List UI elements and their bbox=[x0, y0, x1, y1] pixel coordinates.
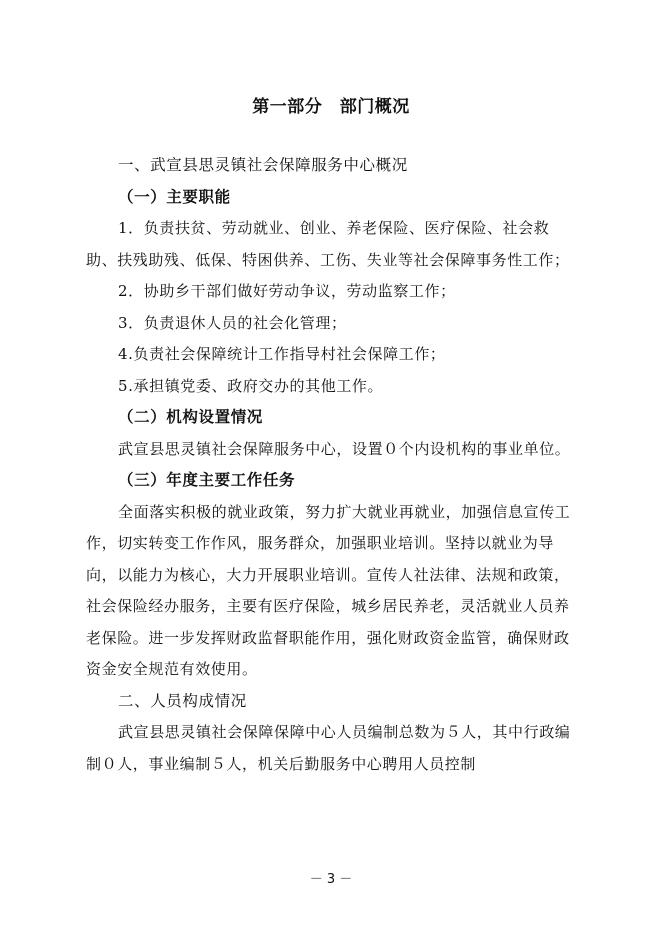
subsection-2-heading: （二）机构设置情况 bbox=[118, 408, 263, 426]
duty-item-1: 1．负责扶贫、劳动就业、创业、养老保险、医疗保险、社会救助、扶残助残、低保、特困供养、工伤、失业等社会保障事务性工作； bbox=[86, 219, 570, 269]
page-number: － 3 － bbox=[309, 872, 353, 887]
section-1-heading: 一、武宣县思灵镇社会保障服务中心概况 bbox=[118, 156, 408, 174]
section-2-paragraph: 武宣县思灵镇社会保障保障中心人员编制总数为５人，其中行政编制０人，事业编制５人，机关后勤服务中心聘用人员控制 bbox=[86, 723, 571, 773]
document-body bbox=[86, 150, 580, 780]
page-title: 第一部分 部门概况 bbox=[252, 97, 410, 117]
subsection-2-paragraph: 武宣县思灵镇社会保障服务中心，设置０个内设机构的事业单位。 bbox=[118, 439, 571, 458]
duty-item-2: 2．协助乡干部们做好劳动争议，劳动监察工作； bbox=[118, 282, 456, 300]
subsection-3-paragraph: 全面落实积极的就业政策，努力扩大就业再就业，加强信息宣传工作，切实转变工作作风，服务群众，加强职业培训。坚持以就业为导向，以能力为核心，大力开展职业培训。宣传人社法律、法规和政策，社会保险经办服务，主要有医疗保险，城乡居民养老，灵活就业人员养老保险。进一步发挥财政监督职能作用，强化财政资金监管，确保财政资金安全规范有效使用。 bbox=[86, 502, 571, 678]
duty-item-5: 5.承担镇党委、政府交办的其他工作。 bbox=[118, 376, 384, 395]
section-2-heading: 二、人员构成情况 bbox=[118, 691, 247, 710]
duty-item-4: 4.负责社会保障统计工作指导村社会保障工作； bbox=[118, 345, 446, 363]
subsection-3-heading: （三）年度主要工作任务 bbox=[118, 471, 296, 489]
subsection-1-heading: （一）主要职能 bbox=[118, 187, 231, 206]
duty-item-3: 3．负责退休人员的社会化管理； bbox=[118, 313, 347, 332]
